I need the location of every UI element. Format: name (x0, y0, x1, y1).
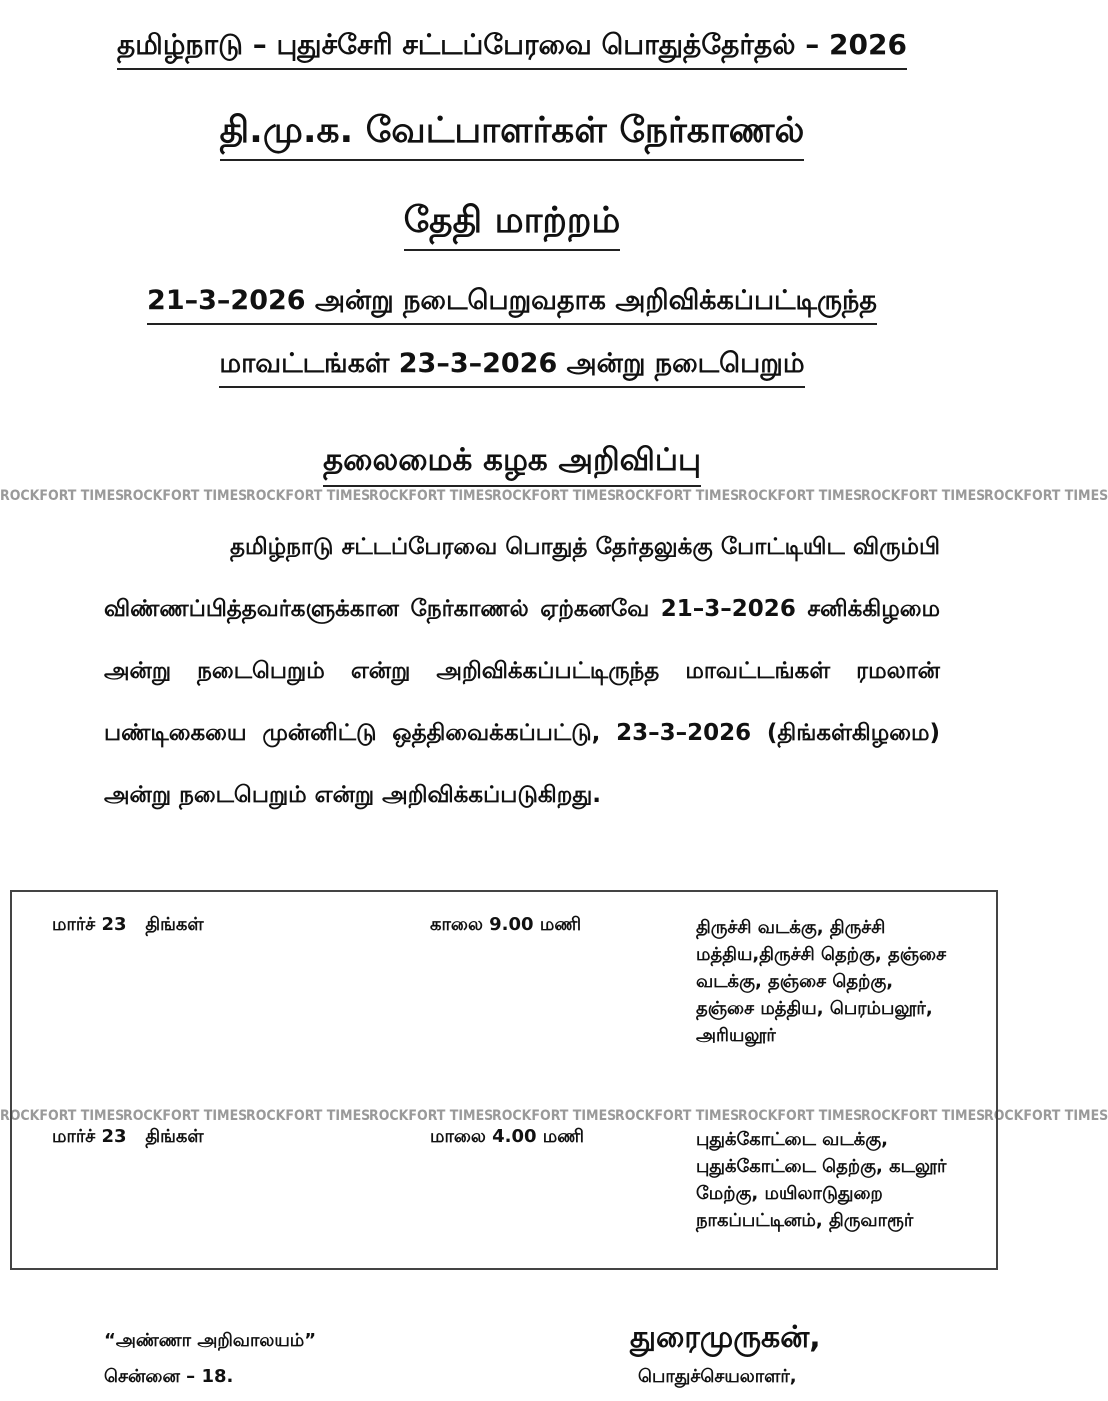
office-city: சென்னை – 18. (104, 1366, 234, 1387)
schedule-table (10, 890, 998, 1270)
watermark-strip: ROCKFORT TIMESROCKFORT TIMESROCKFORT TIMESROCKFORT TIMESROCKFORT TIMESROCKFORT TIMESROCKFORT TIMESROCKFORT TIMESROCKFORT TIMES (0, 1108, 1108, 1124)
election-title: தமிழ்நாடு – புதுச்சேரி சட்டப்பேரவை பொதுத்தேர்தல் – 2026 (0, 28, 1024, 70)
page-title: தி.மு.க. வேட்பாளர்கள் நேர்காணல் (0, 110, 1024, 161)
announcement-body: தமிழ்நாடு சட்டப்பேரவை பொதுத் தேர்தலுக்கு போட்டியிட விரும்பி விண்ணப்பித்தவர்களுக்கான நேர்காணல் ஏற்கனவே 21–3–2026 சனிக்கிழமை அன்று நடைபெறும் என்று அறிவிக்கப்பட்டிருந்த மாவட்டங்கள் ரமலான் பண்டிகையை முன்னிட்டு ஒத்திவைக்கப்பட்டு, 23–3–2026 (திங்கள்கிழமை) அன்று நடைபெறும் என்று அறிவிக்கப்படுகிறது. (104, 534, 940, 808)
office-name: “அண்ணா அறிவாலயம்” (104, 1330, 317, 1351)
signatory-name: துரைமுருகன், (630, 1320, 821, 1355)
schedule-districts: புதுக்கோட்டை வடக்கு, புதுக்கோட்டை தெற்கு, கடலூர் மேற்கு, மயிலாடுதுறை நாகப்பட்டினம், திருவாரூர் (696, 1129, 947, 1231)
schedule-districts: திருச்சி வடக்கு, திருச்சி மத்திய,திருச்சி தெற்கு, தஞ்சை வடக்கு, தஞ்சை தெற்கு, தஞ்சை மத்திய, பெரம்பலூர், அரியலூர் (696, 917, 947, 1046)
signatory-designation: பொதுச்செயலாளர், (638, 1366, 797, 1387)
announcement-heading: தலைமைக் கழக அறிவிப்பு (0, 442, 1024, 487)
schedule-date: மார்ச் 23 திங்கள் (52, 914, 204, 935)
watermark-strip: ROCKFORT TIMESROCKFORT TIMESROCKFORT TIMESROCKFORT TIMESROCKFORT TIMESROCKFORT TIMESROCKFORT TIMESROCKFORT TIMESROCKFORT TIMES (0, 488, 1108, 504)
change-notice-line-2: மாவட்டங்கள் 23–3–2026 அன்று நடைபெறும் (0, 348, 1024, 388)
schedule-time: காலை 9.00 மணி (430, 914, 582, 935)
change-notice-line-1: 21–3–2026 அன்று நடைபெறுவதாக அறிவிக்கப்பட்டிருந்த (0, 285, 1024, 325)
schedule-time: மாலை 4.00 மணி (430, 1126, 585, 1147)
schedule-date: மார்ச் 23 திங்கள் (52, 1126, 204, 1147)
page-subtitle: தேதி மாற்றம் (0, 200, 1024, 251)
